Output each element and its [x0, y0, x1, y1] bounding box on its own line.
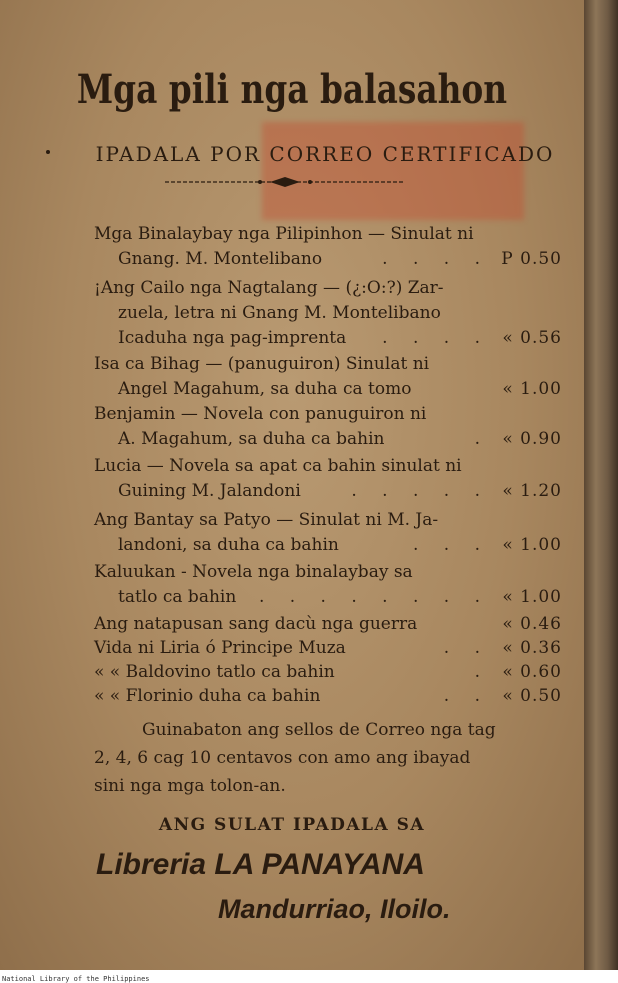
- book-entry: [94, 222, 562, 272]
- library-stamp: [262, 122, 524, 220]
- book-price: « 0.90: [502, 429, 562, 449]
- book-entry: [94, 402, 562, 452]
- leader-dots: . . . .: [382, 249, 490, 269]
- book-price: « 1.00: [502, 587, 562, 607]
- book-price: « 0.50: [502, 686, 562, 706]
- book-price: « 0.46: [502, 614, 562, 634]
- book-entry: [94, 276, 562, 351]
- note-line: Guinabaton ang sellos de Correo nga tag: [142, 720, 496, 740]
- leader-dots: . .: [443, 638, 490, 658]
- book-title-line: ¡Ang Cailo nga Nagtalang — (¿:O:?) Zar-: [94, 278, 444, 298]
- book-entry: [94, 636, 562, 661]
- book-entry: [94, 560, 562, 610]
- leader-dots: . . . . . . . .: [258, 587, 490, 607]
- note-line: sini nga mga tolon-an.: [94, 776, 286, 796]
- book-title-line: Vida ni Liria ó Principe Muza: [94, 638, 346, 658]
- leader-dots: . . .: [412, 535, 490, 555]
- book-entry: [94, 454, 562, 504]
- postage-note: [94, 716, 564, 800]
- bookstore-name: Libreria LA PANAYANA: [96, 848, 425, 881]
- source-credit: National Library of the Philippines: [2, 975, 150, 983]
- book-entry: [94, 660, 562, 685]
- book-entry: [94, 508, 562, 558]
- page-subtitle: IPADALA POR CORREO CERTIFICADO: [95, 142, 555, 166]
- book-title-line: tatlo ca bahin: [118, 587, 237, 607]
- book-price: « 1.00: [502, 535, 562, 555]
- book-title-line: Kaluukan - Novela nga binalaybay sa: [94, 562, 413, 582]
- book-title-line: Lucia — Novela sa apat ca bahin sinulat ni: [94, 456, 462, 476]
- book-price: « 0.60: [502, 662, 562, 682]
- book-title-line: landoni, sa duha ca bahin: [118, 535, 339, 555]
- leader-dots: . .: [443, 686, 490, 706]
- book-price: « 0.36: [502, 638, 562, 658]
- book-title-line: Gnang. M. Montelibano: [118, 249, 323, 269]
- book-title-line: « « Baldovino tatlo ca bahin: [94, 662, 335, 682]
- book-title-line: Mga Binalaybay nga Pilipinhon — Sinulat ni: [94, 224, 474, 244]
- book-entry: [94, 352, 562, 402]
- book-title-line: Guining M. Jalandoni: [118, 481, 301, 501]
- book-title-line: Ang Bantay sa Patyo — Sinulat ni M. Ja-: [94, 510, 439, 530]
- leader-dots: .: [474, 429, 490, 449]
- book-price: P 0.50: [501, 249, 562, 269]
- book-title-line: « « Florinio duha ca bahin: [94, 686, 321, 706]
- note-line: 2, 4, 6 cag 10 centavos con amo ang ibayad: [94, 748, 471, 768]
- book-price: « 1.00: [502, 379, 562, 399]
- book-price: « 0.56: [502, 328, 562, 348]
- book-title-line: A. Magahum, sa duha ca bahin: [118, 429, 385, 449]
- send-to-label: ANG SULAT IPADALA SA: [158, 815, 426, 835]
- book-entry: [94, 684, 562, 709]
- book-title-line: Benjamin — Novela con panuguiron ni: [94, 404, 427, 424]
- book-entry: [94, 612, 562, 637]
- book-title-line: Isa ca Bihag — (panuguiron) Sinulat ni: [94, 354, 430, 374]
- bookstore-location: Mandurriao, Iloilo.: [218, 894, 451, 924]
- page-title: Mga pili nga balasahon: [76, 66, 508, 113]
- book-title-line: Ang natapusan sang dacù nga guerra: [94, 614, 418, 634]
- leader-dots: . . . .: [382, 328, 490, 348]
- book-title-line: Angel Magahum, sa duha ca tomo: [118, 379, 412, 399]
- book-title-line: Icaduha nga pag-imprenta: [118, 328, 347, 348]
- ornament-divider: [160, 172, 410, 192]
- book-price: « 1.20: [502, 481, 562, 501]
- leader-dots: .: [474, 662, 490, 682]
- leader-dots: . . . . .: [351, 481, 490, 501]
- book-title-line: zuela, letra ni Gnang M. Montelibano: [118, 303, 441, 323]
